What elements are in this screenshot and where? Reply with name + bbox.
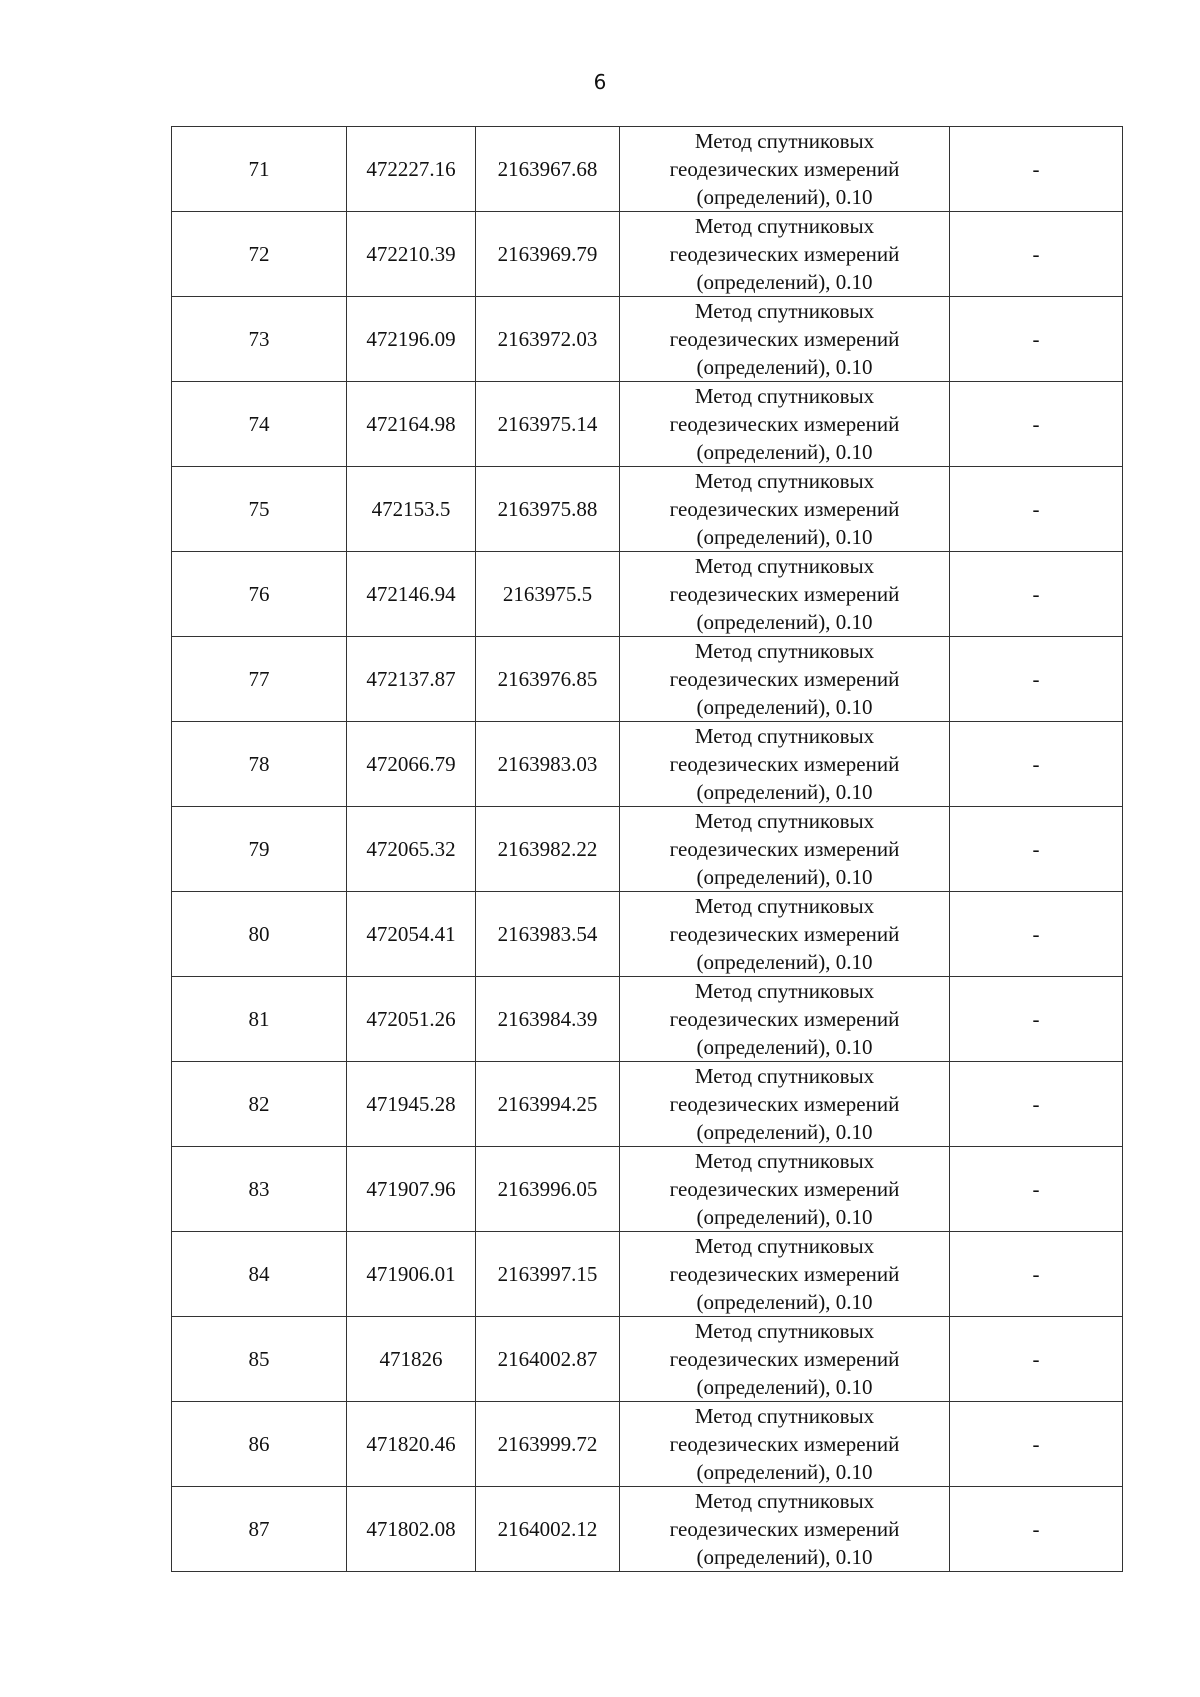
y-coordinate-cell: 2163975.88 bbox=[476, 467, 620, 552]
table-row bbox=[172, 977, 1123, 1062]
method-line-2: геодезических измерений bbox=[669, 1262, 900, 1286]
method-cell bbox=[620, 297, 950, 382]
method-line-1: Метод спутниковых bbox=[694, 639, 875, 663]
method-line-1: Метод спутниковых bbox=[694, 1319, 875, 1343]
method-line-3: (определений), 0.10 bbox=[696, 1205, 873, 1229]
method-line-3: (определений), 0.10 bbox=[696, 950, 873, 974]
x-coordinate-cell: 471820.46 bbox=[347, 1402, 476, 1487]
table-row bbox=[172, 467, 1123, 552]
x-coordinate-cell: 472051.26 bbox=[347, 977, 476, 1062]
method-line-3: (определений), 0.10 bbox=[696, 1460, 873, 1484]
note-cell: - bbox=[950, 297, 1123, 382]
method-line-2: геодезических измерений bbox=[669, 837, 900, 861]
y-coordinate-cell: 2163996.05 bbox=[476, 1147, 620, 1232]
x-coordinate-cell: 471906.01 bbox=[347, 1232, 476, 1317]
point-number-cell: 86 bbox=[172, 1402, 347, 1487]
x-coordinate-cell: 472164.98 bbox=[347, 382, 476, 467]
note-cell: - bbox=[950, 1402, 1123, 1487]
method-cell bbox=[620, 212, 950, 297]
method-line-3: (определений), 0.10 bbox=[696, 780, 873, 804]
x-coordinate-cell: 472146.94 bbox=[347, 552, 476, 637]
table-row bbox=[172, 1317, 1123, 1402]
method-line-1: Метод спутниковых bbox=[694, 1404, 875, 1428]
y-coordinate-cell: 2163999.72 bbox=[476, 1402, 620, 1487]
method-line-1: Метод спутниковых bbox=[694, 469, 875, 493]
table-row bbox=[172, 297, 1123, 382]
method-line-3: (определений), 0.10 bbox=[696, 1290, 873, 1314]
point-number-cell: 77 bbox=[172, 637, 347, 722]
x-coordinate-cell: 471907.96 bbox=[347, 1147, 476, 1232]
y-coordinate-cell: 2163975.14 bbox=[476, 382, 620, 467]
method-line-1: Метод спутниковых bbox=[694, 1489, 875, 1513]
y-coordinate-cell: 2163983.54 bbox=[476, 892, 620, 977]
method-cell bbox=[620, 1317, 950, 1402]
method-line-2: геодезических измерений bbox=[669, 1092, 900, 1116]
method-line-3: (определений), 0.10 bbox=[696, 270, 873, 294]
method-line-1: Метод спутниковых bbox=[694, 724, 875, 748]
method-cell bbox=[620, 892, 950, 977]
x-coordinate-cell: 472210.39 bbox=[347, 212, 476, 297]
point-number-cell: 73 bbox=[172, 297, 347, 382]
note-cell: - bbox=[950, 467, 1123, 552]
method-line-3: (определений), 0.10 bbox=[696, 1120, 873, 1144]
method-line-3: (определений), 0.10 bbox=[696, 865, 873, 889]
note-cell: - bbox=[950, 977, 1123, 1062]
y-coordinate-cell: 2163984.39 bbox=[476, 977, 620, 1062]
method-line-2: геодезических измерений bbox=[669, 1517, 900, 1541]
note-cell: - bbox=[950, 807, 1123, 892]
note-cell: - bbox=[950, 552, 1123, 637]
method-cell bbox=[620, 1232, 950, 1317]
method-cell bbox=[620, 807, 950, 892]
method-cell bbox=[620, 382, 950, 467]
x-coordinate-cell: 472153.5 bbox=[347, 467, 476, 552]
table-row bbox=[172, 1232, 1123, 1317]
method-line-3: (определений), 0.10 bbox=[696, 610, 873, 634]
y-coordinate-cell: 2163983.03 bbox=[476, 722, 620, 807]
method-line-3: (определений), 0.10 bbox=[696, 185, 873, 209]
point-number-cell: 71 bbox=[172, 127, 347, 212]
method-line-1: Метод спутниковых bbox=[694, 384, 875, 408]
y-coordinate-cell: 2164002.12 bbox=[476, 1487, 620, 1572]
method-cell bbox=[620, 1487, 950, 1572]
method-line-2: геодезических измерений bbox=[669, 412, 900, 436]
table-row bbox=[172, 892, 1123, 977]
method-line-1: Метод спутниковых bbox=[694, 129, 875, 153]
point-number-cell: 75 bbox=[172, 467, 347, 552]
method-cell bbox=[620, 552, 950, 637]
point-number-cell: 81 bbox=[172, 977, 347, 1062]
method-line-1: Метод спутниковых bbox=[694, 299, 875, 323]
point-number-cell: 83 bbox=[172, 1147, 347, 1232]
method-line-2: геодезических измерений bbox=[669, 327, 900, 351]
point-number-cell: 76 bbox=[172, 552, 347, 637]
method-line-2: геодезических измерений bbox=[669, 752, 900, 776]
note-cell: - bbox=[950, 1487, 1123, 1572]
method-line-3: (определений), 0.10 bbox=[696, 440, 873, 464]
point-number-cell: 80 bbox=[172, 892, 347, 977]
note-cell: - bbox=[950, 1062, 1123, 1147]
point-number-cell: 87 bbox=[172, 1487, 347, 1572]
table-row bbox=[172, 212, 1123, 297]
point-number-cell: 84 bbox=[172, 1232, 347, 1317]
note-cell: - bbox=[950, 212, 1123, 297]
table-row bbox=[172, 382, 1123, 467]
y-coordinate-cell: 2163982.22 bbox=[476, 807, 620, 892]
method-line-2: геодезических измерений bbox=[669, 1432, 900, 1456]
note-cell: - bbox=[950, 892, 1123, 977]
point-number-cell: 78 bbox=[172, 722, 347, 807]
method-line-2: геодезических измерений bbox=[669, 1177, 900, 1201]
page-number: 6 bbox=[593, 70, 607, 94]
method-line-1: Метод спутниковых bbox=[694, 214, 875, 238]
x-coordinate-cell: 472227.16 bbox=[347, 127, 476, 212]
method-cell bbox=[620, 637, 950, 722]
point-number-cell: 79 bbox=[172, 807, 347, 892]
note-cell: - bbox=[950, 1147, 1123, 1232]
y-coordinate-cell: 2163976.85 bbox=[476, 637, 620, 722]
note-cell: - bbox=[950, 637, 1123, 722]
method-line-3: (определений), 0.10 bbox=[696, 695, 873, 719]
table-row bbox=[172, 722, 1123, 807]
note-cell: - bbox=[950, 127, 1123, 212]
note-cell: - bbox=[950, 1232, 1123, 1317]
y-coordinate-cell: 2163969.79 bbox=[476, 212, 620, 297]
method-cell bbox=[620, 1147, 950, 1232]
method-line-2: геодезических измерений bbox=[669, 242, 900, 266]
x-coordinate-cell: 471802.08 bbox=[347, 1487, 476, 1572]
table-row bbox=[172, 1062, 1123, 1147]
x-coordinate-cell: 472065.32 bbox=[347, 807, 476, 892]
coordinates-table bbox=[171, 126, 1123, 1572]
method-cell bbox=[620, 127, 950, 212]
method-line-2: геодезических измерений bbox=[669, 157, 900, 181]
method-line-2: геодезических измерений bbox=[669, 667, 900, 691]
method-line-2: геодезических измерений bbox=[669, 497, 900, 521]
y-coordinate-cell: 2163975.5 bbox=[476, 552, 620, 637]
table-row bbox=[172, 1402, 1123, 1487]
note-cell: - bbox=[950, 1317, 1123, 1402]
x-coordinate-cell: 472066.79 bbox=[347, 722, 476, 807]
method-line-1: Метод спутниковых bbox=[694, 1234, 875, 1258]
x-coordinate-cell: 472137.87 bbox=[347, 637, 476, 722]
method-line-1: Метод спутниковых bbox=[694, 979, 875, 1003]
method-line-1: Метод спутниковых bbox=[694, 554, 875, 578]
y-coordinate-cell: 2163972.03 bbox=[476, 297, 620, 382]
method-cell bbox=[620, 722, 950, 807]
note-cell: - bbox=[950, 382, 1123, 467]
method-line-2: геодезических измерений bbox=[669, 922, 900, 946]
coordinates-table-body bbox=[172, 127, 1123, 1572]
note-cell: - bbox=[950, 722, 1123, 807]
y-coordinate-cell: 2163994.25 bbox=[476, 1062, 620, 1147]
method-cell bbox=[620, 467, 950, 552]
method-line-3: (определений), 0.10 bbox=[696, 1035, 873, 1059]
method-line-2: геодезических измерений bbox=[669, 1007, 900, 1031]
x-coordinate-cell: 472196.09 bbox=[347, 297, 476, 382]
point-number-cell: 74 bbox=[172, 382, 347, 467]
table-row bbox=[172, 127, 1123, 212]
method-cell bbox=[620, 977, 950, 1062]
x-coordinate-cell: 471826 bbox=[347, 1317, 476, 1402]
method-line-3: (определений), 0.10 bbox=[696, 355, 873, 379]
y-coordinate-cell: 2163967.68 bbox=[476, 127, 620, 212]
method-line-1: Метод спутниковых bbox=[694, 1149, 875, 1173]
table-row bbox=[172, 552, 1123, 637]
table-row bbox=[172, 1147, 1123, 1232]
method-line-1: Метод спутниковых bbox=[694, 894, 875, 918]
method-line-3: (определений), 0.10 bbox=[696, 1375, 873, 1399]
method-line-3: (определений), 0.10 bbox=[696, 1545, 873, 1569]
method-cell bbox=[620, 1062, 950, 1147]
y-coordinate-cell: 2164002.87 bbox=[476, 1317, 620, 1402]
method-line-1: Метод спутниковых bbox=[694, 809, 875, 833]
table-row bbox=[172, 637, 1123, 722]
x-coordinate-cell: 471945.28 bbox=[347, 1062, 476, 1147]
table-row bbox=[172, 807, 1123, 892]
method-line-3: (определений), 0.10 bbox=[696, 525, 873, 549]
point-number-cell: 72 bbox=[172, 212, 347, 297]
method-line-2: геодезических измерений bbox=[669, 1347, 900, 1371]
method-line-2: геодезических измерений bbox=[669, 582, 900, 606]
y-coordinate-cell: 2163997.15 bbox=[476, 1232, 620, 1317]
point-number-cell: 82 bbox=[172, 1062, 347, 1147]
point-number-cell: 85 bbox=[172, 1317, 347, 1402]
table-row bbox=[172, 1487, 1123, 1572]
method-cell bbox=[620, 1402, 950, 1487]
x-coordinate-cell: 472054.41 bbox=[347, 892, 476, 977]
method-line-1: Метод спутниковых bbox=[694, 1064, 875, 1088]
